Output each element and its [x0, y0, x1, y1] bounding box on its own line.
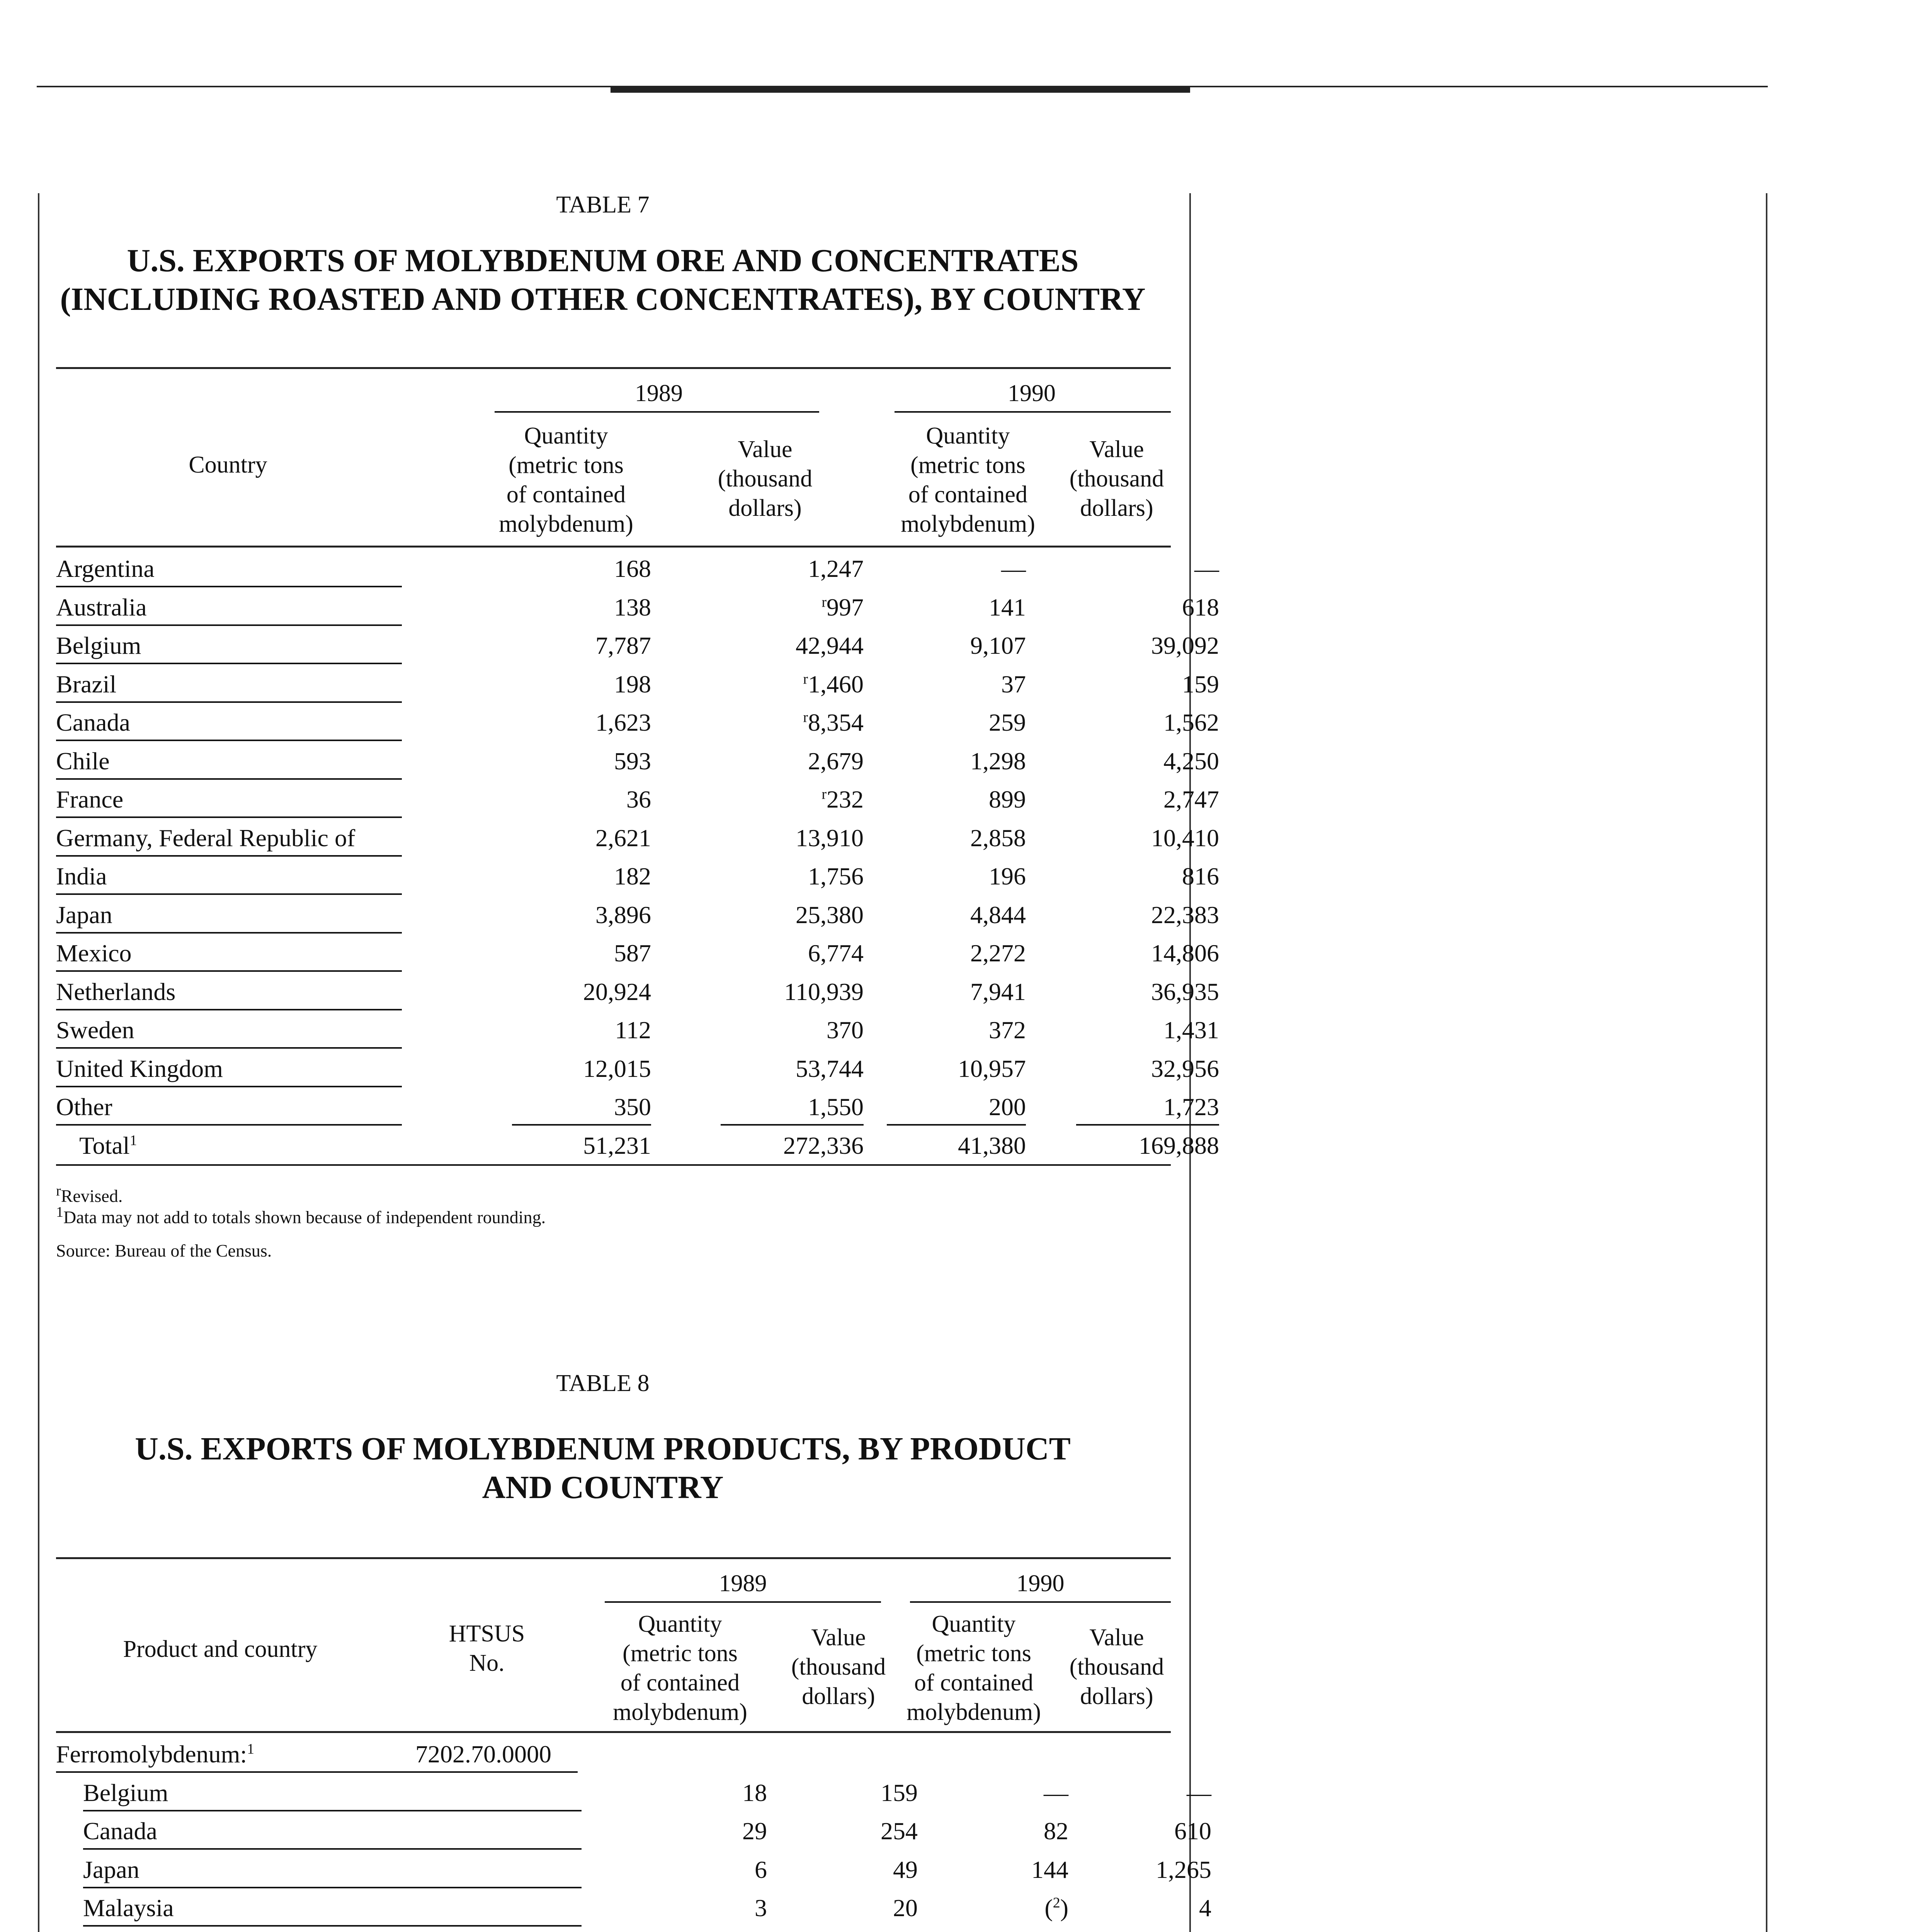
value-1989: 42,944 [796, 632, 864, 659]
qty-1989: 51,231 [583, 1131, 651, 1159]
table-7-title-line2: (INCLUDING ROASTED AND OTHER CONCENTRATES), BY COUNTRY [60, 281, 1146, 317]
country-name: Sweden [56, 1016, 134, 1044]
year-1989-header: 1989 [635, 380, 683, 406]
qty-1989: 2,621 [595, 824, 651, 852]
total-label: Total$^1$ [79, 1131, 137, 1159]
qty-1989: 6 [755, 1855, 767, 1883]
qty-1989-header: Quantity (metric tons of contained molybdenum) [499, 423, 633, 537]
qty-1989: 587 [614, 939, 651, 967]
qty-1989: 3 [755, 1894, 767, 1922]
table-row [56, 705, 1219, 743]
value-1990: 4,250 [1163, 747, 1219, 775]
country-name: Germany, Federal Republic of [56, 824, 355, 852]
top-rule-thick [611, 87, 1190, 93]
table-row [56, 1051, 1219, 1090]
table-8-top-rule [56, 1557, 1171, 1559]
table-row [56, 1090, 1219, 1128]
group-ferromolybdenum [56, 1737, 1171, 1775]
country-name: Australia [56, 593, 147, 621]
country-name: Netherlands [56, 978, 176, 1005]
value-1990: 159 [1182, 670, 1219, 698]
t8-year-1989-rule [605, 1601, 881, 1603]
row-rule [56, 893, 402, 895]
value-1990: 36,935 [1151, 978, 1219, 1005]
row-rule [83, 1848, 582, 1850]
note-source: Source: Bureau of the Census. [56, 1241, 272, 1260]
value-1989: $^r$997 [821, 593, 864, 621]
value-1989: 1,247 [808, 555, 864, 582]
table-8-title-line2: AND COUNTRY [482, 1469, 724, 1505]
t8-qty-1989-header: Quantity (metric tons of contained molybdenum) [613, 1611, 747, 1725]
row-rule [56, 778, 402, 780]
qty-1989: 198 [614, 670, 651, 698]
col-country-header: Country [189, 452, 267, 478]
table-8-title [39, 1430, 1167, 1507]
country-name: Japan [56, 901, 112, 929]
value-1990: 610 [1174, 1817, 1211, 1845]
table-row [56, 1013, 1219, 1051]
qty-1989: 182 [614, 862, 651, 890]
value-1990: 1,265 [1156, 1855, 1211, 1883]
value-1989: $^r$8,354 [803, 709, 864, 736]
country-name: Brazil [56, 670, 117, 698]
value-1989: $^r$232 [821, 786, 864, 813]
value-1989: 25,380 [796, 901, 864, 929]
value-1990: — [1194, 555, 1219, 582]
value-1989: 13,910 [796, 824, 864, 852]
country-name: Other [56, 1093, 112, 1121]
qty-1989: 18 [742, 1779, 767, 1806]
table-row [56, 667, 1219, 705]
qty-1990: 7,941 [970, 978, 1026, 1005]
t8-value-1990-header: Value (thousand dollars) [1069, 1624, 1164, 1709]
value-1989: $^r$1,460 [803, 670, 864, 698]
row-rule [83, 1925, 582, 1927]
country-name: India [56, 862, 107, 890]
country-name: Belgium [83, 1779, 168, 1806]
table-7-title-line1: U.S. EXPORTS OF MOLYBDENUM ORE AND CONCENTRATES [127, 243, 1079, 279]
year-1989-rule [495, 411, 819, 413]
subtotal-rule [887, 1124, 1026, 1126]
country-name: Mexico [56, 939, 132, 967]
t8-year-1990-header: 1990 [1016, 1570, 1065, 1597]
t8-value-1989-header: Value (thousand dollars) [791, 1624, 886, 1709]
country-name: United Kingdom [56, 1054, 223, 1082]
row-rule [56, 1124, 402, 1126]
value-1990: 10,410 [1151, 824, 1219, 852]
country-name: Canada [56, 709, 130, 736]
row-rule [56, 701, 402, 703]
row-rule [56, 932, 402, 934]
country-name: Japan [83, 1855, 139, 1883]
table-8-header-rule [56, 1731, 1171, 1733]
row-rule [56, 1771, 578, 1773]
table-8-label: TABLE 8 [556, 1370, 650, 1396]
value-1990: 14,806 [1151, 939, 1219, 967]
qty-1990: 10,957 [958, 1054, 1026, 1082]
row-rule [56, 970, 402, 972]
table-row [56, 821, 1219, 859]
qty-1990: 141 [989, 593, 1026, 621]
qty-1989: 36 [626, 786, 651, 813]
country-name: Belgium [56, 632, 141, 659]
col-htsus-header: HTSUS No. [449, 1621, 525, 1676]
table-row [56, 859, 1219, 897]
row-rule [56, 663, 402, 664]
row-rule [56, 855, 402, 857]
table-row [56, 975, 1219, 1013]
value-1990: 1,431 [1163, 1016, 1219, 1044]
value-1989: 370 [827, 1016, 864, 1044]
t8-year-1990-rule [910, 1601, 1171, 1603]
qty-1990: — [1001, 555, 1026, 582]
qty-1990: 82 [1044, 1817, 1068, 1845]
value-1989-header: Value (thousand dollars) [718, 436, 813, 521]
value-1989: 49 [893, 1855, 918, 1883]
qty-1989: 112 [615, 1016, 651, 1044]
note-revised-text: Revised. [61, 1186, 123, 1206]
country-name: Canada [83, 1817, 157, 1845]
subtotal-rule [1076, 1124, 1219, 1126]
table-7-bottom-rule [56, 1164, 1171, 1166]
row-rule [56, 586, 402, 587]
value-1990: 169,888 [1139, 1131, 1219, 1159]
row-rule [56, 740, 402, 741]
note-rounding: $^1$Data may not add to totals shown because of independent rounding. [56, 1204, 546, 1227]
value-1990: 1,562 [1163, 709, 1219, 736]
qty-1990: 196 [989, 862, 1026, 890]
row-rule [56, 1086, 402, 1087]
table-row [56, 898, 1219, 936]
table-7-header-rule [56, 546, 1171, 548]
table-7-label: TABLE 7 [556, 192, 650, 218]
year-1990-rule [895, 411, 1171, 413]
value-1990-header: Value (thousand dollars) [1069, 436, 1164, 521]
qty-1990-header: Quantity (metric tons of contained molybdenum) [901, 423, 1035, 537]
table-7-top-rule [56, 367, 1171, 369]
value-1989: 110,939 [784, 978, 864, 1005]
row-rule [56, 1047, 402, 1049]
qty-1990: 9,107 [970, 632, 1026, 659]
value-1990: 816 [1182, 862, 1219, 890]
note-revised: $^r$Revised. [56, 1183, 123, 1206]
qty-1990: 144 [1031, 1855, 1068, 1883]
qty-1989: 350 [614, 1093, 651, 1121]
value-1989: 1,550 [808, 1093, 864, 1121]
table-7-title [39, 242, 1167, 319]
value-1989: 2,679 [808, 747, 864, 775]
qty-1989: 168 [614, 555, 651, 582]
value-1990: — [1187, 1779, 1211, 1806]
country-name: Argentina [56, 555, 155, 582]
htsus-number: 7202.70.0000 [415, 1740, 551, 1768]
qty-1989: 3,896 [595, 901, 651, 929]
qty-1990: 2,272 [970, 939, 1026, 967]
t8-qty-1990-header: Quantity (metric tons of contained molybdenum) [906, 1611, 1041, 1725]
value-1990: 22,383 [1151, 901, 1219, 929]
table-row [56, 590, 1219, 628]
value-1990: 32,956 [1151, 1054, 1219, 1082]
value-1990: 1,723 [1163, 1093, 1219, 1121]
table-row [56, 936, 1219, 974]
col-product-header: Product and country [123, 1636, 318, 1662]
value-1990: 618 [1182, 593, 1219, 621]
table-row [56, 744, 1219, 782]
country-name: Chile [56, 747, 110, 775]
table-row [56, 551, 1219, 590]
qty-1990: 2,858 [970, 824, 1026, 852]
qty-1990: ($^2$) [1044, 1894, 1068, 1922]
value-1989: 254 [881, 1817, 918, 1845]
year-1990-header: 1990 [1008, 380, 1056, 406]
row-rule [56, 624, 402, 626]
qty-1990: — [1044, 1779, 1068, 1806]
table-row [56, 1814, 1211, 1852]
table-row [56, 1852, 1211, 1891]
qty-1990: 200 [989, 1093, 1026, 1121]
value-1989: 53,744 [796, 1054, 864, 1082]
group-label: Ferromolybdenum:$^1$ [56, 1740, 255, 1768]
table-row [56, 1776, 1211, 1814]
qty-1989: 20,924 [583, 978, 651, 1005]
qty-1990: 4,844 [970, 901, 1026, 929]
subtotal-rule [512, 1124, 651, 1126]
value-1989: 1,756 [808, 862, 864, 890]
qty-1989: 138 [614, 593, 651, 621]
value-1990: 4 [1199, 1894, 1211, 1922]
qty-1990: 259 [989, 709, 1026, 736]
country-name: France [56, 786, 124, 813]
right-column-rule [1766, 193, 1767, 1932]
value-1989: 6,774 [808, 939, 864, 967]
country-name: Malaysia [83, 1894, 174, 1922]
value-1990: 39,092 [1151, 632, 1219, 659]
table-row [56, 1929, 1171, 1932]
qty-1989: 1,623 [595, 709, 651, 736]
table-8-title-line1: U.S. EXPORTS OF MOLYBDENUM PRODUCTS, BY PRODUCT [135, 1431, 1071, 1467]
value-1990: 2,747 [1163, 786, 1219, 813]
row-rule [83, 1810, 582, 1811]
qty-1989: 29 [742, 1817, 767, 1845]
qty-1989: 593 [614, 747, 651, 775]
subtotal-rule [721, 1124, 864, 1126]
table-row [56, 782, 1219, 820]
row-rule [56, 1009, 402, 1010]
row-rule [56, 816, 402, 818]
qty-1990: 1,298 [970, 747, 1026, 775]
table-row [56, 1891, 1211, 1929]
qty-1990: 372 [989, 1016, 1026, 1044]
qty-1990: 37 [1001, 670, 1026, 698]
table-row [56, 628, 1219, 667]
qty-1990: 41,380 [958, 1131, 1026, 1159]
value-1989: 159 [881, 1779, 918, 1806]
qty-1989: 7,787 [595, 632, 651, 659]
value-1989: 20 [893, 1894, 918, 1922]
row-rule [83, 1887, 582, 1888]
t8-year-1989-header: 1989 [719, 1570, 767, 1597]
qty-1989: 12,015 [583, 1054, 651, 1082]
qty-1990: 899 [989, 786, 1026, 813]
value-1989: 272,336 [783, 1131, 864, 1159]
left-column-rule [38, 193, 39, 1932]
table-row-total [56, 1128, 1219, 1167]
